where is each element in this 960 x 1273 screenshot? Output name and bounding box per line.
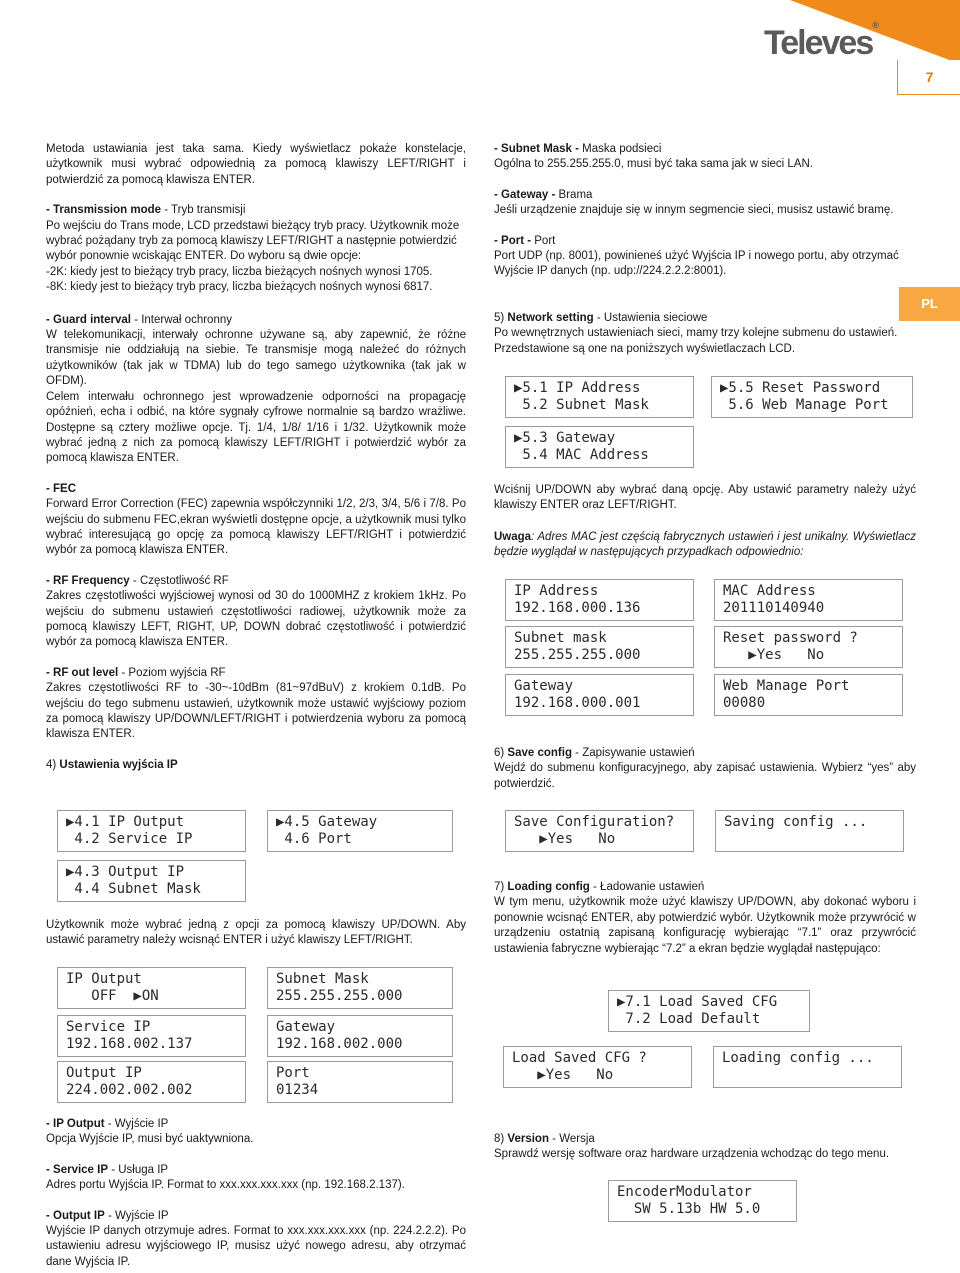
- gateway-text: Jeśli urządzenie znajduje się w innym segmencie sieci, musisz ustawić bramę.: [494, 204, 894, 217]
- lcd-net-menu-c: ▶5.3 Gateway 5.4 MAC Address: [505, 426, 694, 468]
- transmission-mode-8k: -8K: kiedy jest to bieżący tryb pracy, liczba bieżących nośnych wynosi 6817.: [46, 281, 433, 294]
- service-ip-text: Adres portu Wyjścia IP. Format to xxx.xxx.xxx.xxx (np. 192.168.2.137).: [46, 1179, 405, 1192]
- lcd-ip-port: Port 01234: [267, 1061, 453, 1103]
- rf-frequency-text: Zakres częstotliwości wyjściowej wynosi od 30 do 1000MHZ z krokiem 1kHz. Po wejściu do submenu ustawień częstotliwości radiowej, użytkownik może za pomocą klawiszy LEFT, RIGHT, UP, DOWN dobrać częstotliwość i potwierdzić wybór za pomocą klawisza ENTER.: [46, 590, 466, 649]
- brand-logo: Televes®: [764, 19, 879, 62]
- loading-config-block: [494, 880, 916, 957]
- ip-output-text: Opcja Wyjście IP, musi być uaktywniona.: [46, 1133, 254, 1146]
- lcd-net-menu-b: ▶5.5 Reset Password 5.6 Web Manage Port: [711, 376, 913, 418]
- guard-interval-text-2: Celem interwału ochronnego jest wprowadzenie odporności na propagację opóźnień, echa i odbić, na które sygnały cyfrowe normalnie są bardzo wrażliwe. Dostępne są cztery możliwe opcje. Tj. 1/4, 1/8/ 1/16 i 1/32. Użytkownik może wybrać jedną z nich za pomocą klawiszy LEFT/RIGHT i potwierdzić wybór za pomocą klawisza ENTER.: [46, 390, 466, 465]
- lcd-service-ip: Service IP 192.168.002.137: [57, 1015, 246, 1057]
- rf-frequency-heading: - RF Frequency - Częstotliwość RF: [46, 574, 229, 587]
- guard-interval-heading: - Guard interval - Interwał ochronny: [46, 313, 232, 326]
- lcd-ip-subnet: Subnet Mask 255.255.255.000: [267, 967, 453, 1009]
- fec-heading: - FEC: [46, 482, 77, 495]
- language-tab: PL: [899, 287, 960, 321]
- lcd-net-menu-a: ▶5.1 IP Address 5.2 Subnet Mask: [505, 376, 694, 418]
- lcd-save-question: Save Configuration? ▶Yes No: [505, 810, 694, 852]
- output-ip-text: Wyjście IP danych otrzymuje adres. Format to xxx.xxx.xxx.xxx (np. 224.2.2.2). Po ustawieniu adresu wyjściowego IP, musisz użyć nowego adresu, aby otrzymać dane Wyjścia IP.: [46, 1225, 466, 1268]
- loading-config-text: W tym menu, użytkownik może użyć klawiszy UP/DOWN, aby dokonać wyboru i ponownie wcisnąć ENTER, aby potwierdzić wybór. Użytkownik może przywrócić w urządzeniu ostatnią zapisaną konfigurację wybierając “7.1” oraz przywrócić ustawienia fabryczne wybierając “7.2” a ekran będzie wyglądał następująco:: [494, 896, 916, 955]
- lcd-version: EncoderModulator SW 5.13b HW 5.0: [608, 1180, 797, 1222]
- lcd-net-web-port: Web Manage Port 00080: [714, 674, 903, 716]
- lcd-ip-menu-a: ▶4.1 IP Output 4.2 Service IP: [57, 810, 246, 852]
- version-title: 8) Version - Wersja: [494, 1133, 595, 1145]
- lcd-net-reset: Reset password ? ▶Yes No: [714, 626, 903, 668]
- network-setting-text: Po wewnętrznych ustawieniach sieci, mamy trzy kolejne submenu do ustawień. Przedstawione są one na poniższych wyświetlaczach LCD.: [494, 327, 898, 355]
- lcd-ip-menu-c: ▶4.3 Output IP 4.4 Subnet Mask: [57, 860, 246, 902]
- lcd-load-question: Load Saved CFG ? ▶Yes No: [503, 1046, 692, 1088]
- lcd-net-mac: MAC Address 201110140940: [714, 579, 903, 621]
- lcd-loading: Loading config ...: [713, 1046, 902, 1088]
- lcd-saving: Saving config ...: [715, 810, 904, 852]
- version-text: Sprawdź wersję software oraz hardware urządzenia wchodząc do tego menu.: [494, 1148, 890, 1161]
- save-config-text: Wejdź do submenu konfiguracyjnego, aby zapisać ustawienia. Wybierz “yes” aby potwierdzić.: [494, 762, 916, 790]
- transmission-mode-heading: - Transmission mode - Tryb transmisji: [46, 204, 246, 217]
- save-config-block: [494, 746, 916, 792]
- lcd-ip-menu-b: ▶4.5 Gateway 4.6 Port: [267, 810, 453, 852]
- lcd-load-menu: ▶7.1 Load Saved CFG 7.2 Load Default: [608, 990, 810, 1032]
- ip-output-section-title: 4) Ustawienia wyjścia IP: [46, 758, 178, 771]
- network-choose-text: Wciśnij UP/DOWN aby wybrać daną opcję. Aby ustawić parametry należy użyć klawiszy ENTER oraz LEFT/RIGHT.: [494, 484, 916, 512]
- lcd-ip-output: IP Output OFF ▶ON: [57, 967, 246, 1009]
- rf-out-level-heading: - RF out level - Poziom wyjścia RF: [46, 666, 226, 679]
- intro-text: Metoda ustawiania jest taka sama. Kiedy wyświetlacz pokaże konstelacje, użytkownik musi wybrać odpowiednią za pomocą klawiszy LEFT/RIGHT i potwierdzić za pomocą klawisza ENTER.: [46, 143, 466, 186]
- transmission-mode-text: Po wejściu do Trans mode, LCD przedstawi bieżący tryb pracy. Użytkownik może wybrać pożądany tryb za pomocą klawiszy LEFT/RIGHT a następnie potwierdzić wybór ponownie wciskając ENTER. Do wyboru są dwie opcje:: [46, 219, 460, 263]
- service-ip-heading: - Service IP - Usługa IP: [46, 1163, 169, 1176]
- right-column-top: [494, 142, 916, 357]
- lcd-output-ip: Output IP 224.002.002.002: [57, 1061, 246, 1103]
- output-ip-heading: - Output IP - Wyjście IP: [46, 1209, 169, 1222]
- port-heading: - Port - Port: [494, 234, 556, 247]
- network-setting-title: 5) Network setting - Ustawienia sieciowe: [494, 311, 708, 324]
- lcd-net-ip: IP Address 192.168.000.136: [505, 579, 694, 621]
- rf-out-level-text: Zakres częstotliwości RF to -30~-10dBm (81~97dBuV) z krokiem 0.1dB. Po wejściu do tego submenu ustawień, użytkownik może ustawić wyjściowy poziom za pomocą klawiszy UP/DOWN/LEFT/RIGHT i potwierdzenia wyboru za pomocą klawisza ENTER.: [46, 682, 466, 741]
- loading-config-title: 7) Loading config - Ładowanie ustawień: [494, 881, 705, 893]
- lcd-ip-gateway: Gateway 192.168.002.000: [267, 1015, 453, 1057]
- ip-output-heading: - IP Output - Wyjście IP: [46, 1118, 169, 1130]
- transmission-mode-2k: -2K: kiedy jest to bieżący tryb pracy, liczba bieżących nośnych wynosi 1705.: [46, 265, 433, 278]
- left-column-bottom: [46, 1117, 466, 1270]
- subnet-mask-text: Ogólna to 255.255.255.0, musi być taka sama jak w sieci LAN.: [494, 158, 813, 171]
- lcd-net-mask: Subnet mask 255.255.255.000: [505, 626, 694, 668]
- gateway-heading: - Gateway - Brama: [494, 188, 593, 201]
- port-text: Port UDP (np. 8001), powinieneś użyć Wyjścia IP i nowego portu, aby otrzymać Wyjście IP danych (np. udp://224.2.2.2:8001).: [494, 250, 899, 278]
- save-config-title: 6) Save config - Zapisywanie ustawień: [494, 747, 695, 759]
- version-block: [494, 1132, 916, 1163]
- left-column-top: [46, 142, 466, 773]
- lcd-net-gateway: Gateway 192.168.000.001: [505, 674, 694, 716]
- ip-choose-text: Użytkownik może wybrać jedną z opcji za pomocą klawiszy UP/DOWN. Aby ustawić parametry należy wcisnąć ENTER i użyć klawiszy LEFT/RIGHT.: [46, 919, 466, 947]
- fec-text: Forward Error Correction (FEC) zapewnia współczynniki 1/2, 2/3, 3/4, 5/6 i 7/8. Po wejściu do submenu FEC,ekran wyświetli dostępne opcje, a użytkownik musi tylko wybrać interesującą go opcję za pomocą klawiszy LEFT/RIGHT i potwierdzić wybór za pomocą klawisza ENTER.: [46, 498, 466, 557]
- mac-note: Uwaga: Adres MAC jest częścią fabrycznych ustawień i jest unikalny. Wyświetlacz będzie wyglądał w następujących przypadkach odpowiednio:: [494, 531, 916, 559]
- guard-interval-text-1: W telekomunikacji, interwały ochronne używane są, aby zapewnić, że różne transmisje nie oddziałują na siebie. Te transmisje mogą należeć do różnych użytkowników (tak jak w TDMA) lub do tego samego użytkownika (tak jak w OFDM).: [46, 329, 466, 388]
- subnet-mask-heading: - Subnet Mask - Maska podsieci: [494, 143, 662, 155]
- page-number: 7: [897, 60, 960, 95]
